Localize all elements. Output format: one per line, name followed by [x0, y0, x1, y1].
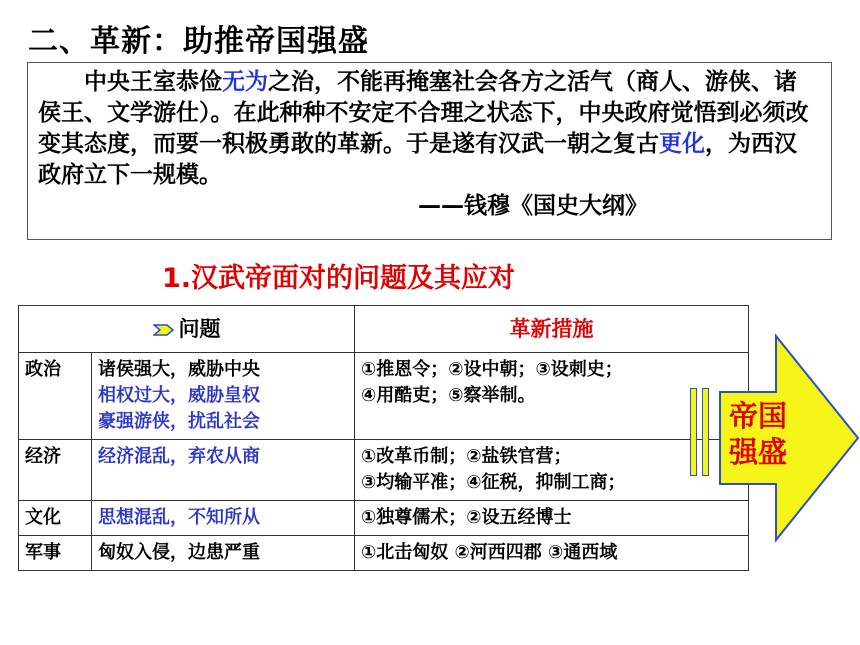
- table-row: [19, 501, 749, 536]
- problem-line: 匈奴入侵，边患严重: [98, 542, 260, 563]
- category-cell: 文化: [19, 501, 92, 536]
- problem-line-blue: 经济混乱，弃农从商: [98, 446, 260, 467]
- measure-line: ①改革币制；②盐铁官营；: [361, 446, 572, 467]
- chevron-right-icon: [153, 323, 175, 337]
- quote-box: [27, 62, 832, 240]
- problem-cell: [92, 440, 355, 501]
- header-problem-label: 问题: [178, 317, 221, 341]
- problem-line-blue: 思想混乱，不知所从: [98, 507, 260, 528]
- measure-line: ①推恩令；②设中朝；③设刺史；: [361, 359, 623, 380]
- problem-cell: [92, 353, 355, 440]
- measures-cell: [355, 536, 749, 571]
- quote-highlight-genghua: 更化: [659, 131, 705, 157]
- quote-text: [38, 67, 817, 191]
- problem-cell: [92, 536, 355, 571]
- quote-seg-2: 之治，不能再掩塞社会各方之活气（商人、游侠、诸侯王、文学游仕）。在此种种不安定不合理之状态下，中央政府觉悟到必须改变其态度，而要一积极勇敢的革新。于是遂有汉武一朝之复古: [38, 69, 809, 157]
- quote-source: ——钱穆《国史大纲》: [418, 193, 648, 219]
- problem-cell: [92, 501, 355, 536]
- measure-line: ④用酷吏；⑤察举制。: [361, 385, 536, 406]
- problems-measures-table: [18, 305, 749, 571]
- measures-cell: [355, 501, 749, 536]
- arrow-label: [729, 398, 799, 470]
- arrow-label-line: 强盛: [729, 435, 788, 469]
- measure-line: ①北击匈奴 ②河西四郡 ③通西域: [361, 542, 618, 563]
- measure-line: ①独尊儒术；②设五经博士: [361, 507, 572, 528]
- table-row: [19, 440, 749, 501]
- header-measures: 革新措施: [355, 306, 749, 353]
- category-cell: 经济: [19, 440, 92, 501]
- quote-seg-3: ，为西汉政府立下一规模。: [38, 131, 797, 188]
- quote-seg-1: 中央王室恭俭: [84, 69, 222, 95]
- header-problem: [19, 306, 355, 353]
- table-row: [19, 353, 749, 440]
- subsection-title: 1.汉武帝面对的问题及其应对: [162, 263, 516, 294]
- problem-line-blue: 豪强游侠，扰乱社会: [98, 411, 260, 432]
- problem-line-blue: 相权过大，威胁皇权: [98, 385, 260, 406]
- quote-highlight-wuwei: 无为: [222, 69, 268, 95]
- arrow-bar: [690, 388, 697, 476]
- category-cell: 军事: [19, 536, 92, 571]
- section-heading: 二、革新：助推帝国强盛: [28, 24, 369, 59]
- measure-line: ③均输平准；④征税，抑制工商；: [361, 472, 626, 493]
- arrow-label-line: 帝国: [729, 399, 788, 433]
- category-cell: 政治: [19, 353, 92, 440]
- table-header-row: [19, 306, 749, 353]
- problem-line: 诸侯强大，威胁中央: [98, 359, 260, 380]
- arrow-bar: [702, 388, 709, 476]
- table-row: [19, 536, 749, 571]
